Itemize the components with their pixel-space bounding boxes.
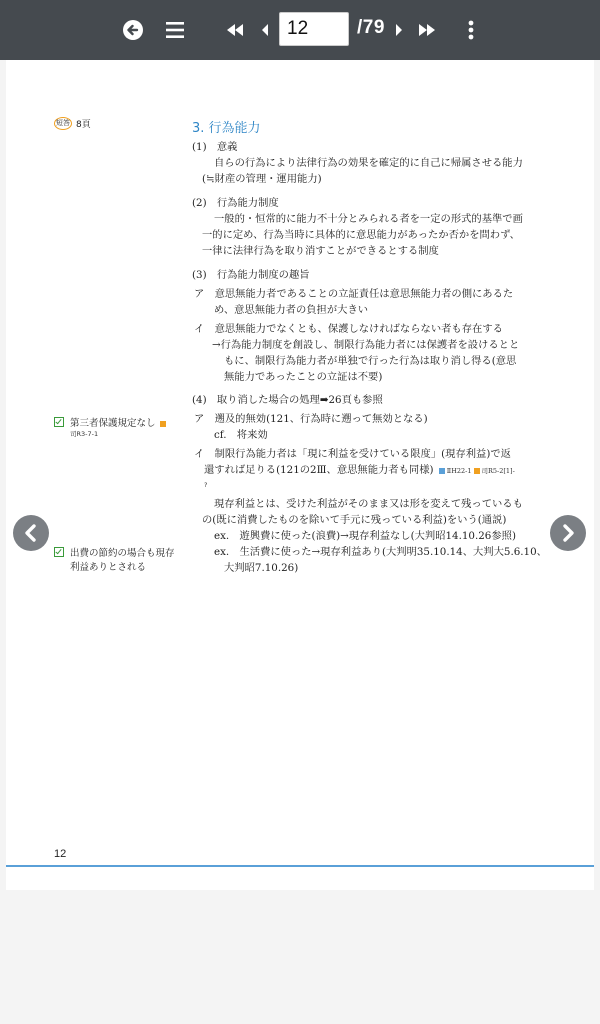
checkbox-icon xyxy=(54,417,64,427)
chevron-right-icon xyxy=(558,523,578,543)
total-pages: /79 xyxy=(357,17,385,38)
text-line: ex. 生活費に使った→現存利益あり(大判明35.10.14、大判大5.6.10、 xyxy=(214,546,547,558)
heading-3: (3) 行為能力制度の趣旨 xyxy=(192,269,310,281)
chevron-left-icon xyxy=(21,523,41,543)
text-line: ア 意思無能力者であることの立証責任は意思無能力者の側にあるた xyxy=(194,288,514,300)
text-line: 大判昭7.10.26) xyxy=(224,562,299,574)
text-line: cf. 将来効 xyxy=(214,429,268,441)
text-line: イ 制限行為能力者は「現に利益を受けている限度」(現存利益)で返 xyxy=(194,448,511,460)
text-line: 還すれば足りる(121の2Ⅲ、意思無能力者も同様) ⅡH22-1 司R5-2[1]- xyxy=(204,464,515,476)
inline-reference-continued: ? xyxy=(204,481,208,489)
more-vertical-icon[interactable] xyxy=(456,15,486,45)
page-footer-rule xyxy=(6,865,594,867)
next-page-button[interactable] xyxy=(550,515,586,551)
text-line: (≒財産の管理・運用能力) xyxy=(202,173,322,185)
prev-page-icon[interactable] xyxy=(250,15,280,45)
next-page-icon[interactable] xyxy=(384,15,414,45)
text-line: の(既に消費したものを除いて手元に残っている利益)をいう(通説) xyxy=(202,514,507,526)
text-line: ア 遡及的無効(121、行為時に遡って無効となる) xyxy=(194,413,428,425)
heading-4: (4) 取り消した場合の処理➡26頁も参照 xyxy=(192,394,383,406)
text-line: もに、制限行為能力者が単独で行った行為は取り消し得る(意思 xyxy=(224,355,517,367)
first-page-icon[interactable] xyxy=(220,15,250,45)
text-line: →行為能力制度を創設し、制限行為能力者には保護者を設けるとと xyxy=(212,339,520,351)
text-line: め、意思無能力者の負担が大きい xyxy=(214,304,369,316)
text-line: 一般的・恒常的に能力不十分とみられる者を一定の形式的基準で画 xyxy=(214,213,523,225)
margin-reference xyxy=(54,117,91,130)
text-line: 一的に定め、行為当時に具体的に意思能力があったか否かを問わず、 xyxy=(202,229,520,241)
reference-tag-icon xyxy=(474,468,480,474)
heading-2: (2) 行為能力制度 xyxy=(192,197,279,209)
page-number: 12 xyxy=(54,848,67,860)
back-arrow-icon[interactable] xyxy=(118,15,148,45)
reference-tag-icon xyxy=(160,421,166,427)
side-note: 出費の節約の場合も現存 利益ありとされる xyxy=(54,545,175,573)
text-line: 現存利益とは、受けた利益がそのまま又は形を変えて残っているも xyxy=(214,498,523,510)
inline-reference: ⅡH22-1 司R5-2[1]- xyxy=(437,467,515,475)
margin-reference-text: 8頁 xyxy=(76,120,91,130)
last-page-icon[interactable] xyxy=(412,15,442,45)
short-answer-tag: 短答 xyxy=(54,117,72,130)
text-line: 自らの行為により法律行為の効果を確定的に自己に帰属させる能力 xyxy=(214,157,523,169)
text-line: イ 意思無能力でなくとも、保護しなければならない者も存在する xyxy=(194,323,503,335)
checkbox-icon xyxy=(54,547,64,557)
toolbar xyxy=(0,0,600,60)
page-number-input[interactable] xyxy=(279,12,349,46)
text-line: 無能力であったことの立証は不要) xyxy=(224,371,383,383)
side-note: 第三者保護規定なし 司R3-7-1 xyxy=(54,415,168,438)
menu-icon[interactable] xyxy=(160,15,190,45)
document-page xyxy=(6,60,594,890)
section-title: 3. 行為能力 xyxy=(192,121,261,136)
text-line: ex. 遊興費に使った(浪費)→現存利益なし(大判昭14.10.26参照) xyxy=(214,530,516,542)
reference-tag-icon xyxy=(439,468,445,474)
heading-1: (1) 意義 xyxy=(192,141,238,153)
previous-page-button[interactable] xyxy=(13,515,49,551)
text-line: 一律に法律行為を取り消すことができるとする制度 xyxy=(202,245,439,257)
